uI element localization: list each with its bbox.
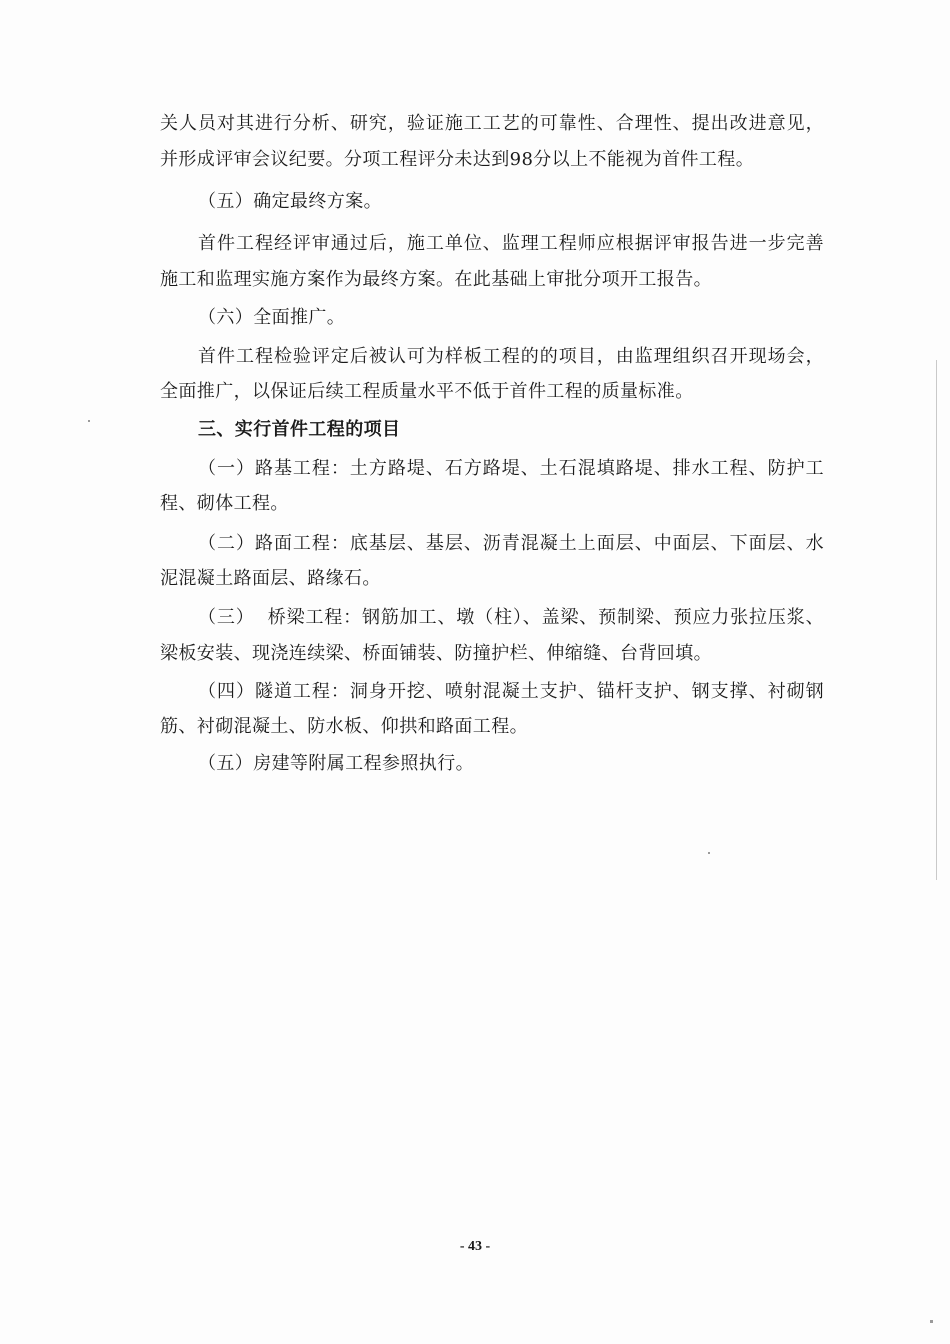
paragraph-line: 首件工程检验评定后被认可为样板工程的的项目，由监理组织召开现场会， <box>198 346 824 367</box>
paragraph-line: 关人员对其进行分析、研究，验证施工工艺的可靠性、合理性、提出改进意见， <box>160 113 824 134</box>
list-item-line: 程、砌体工程。 <box>160 493 289 514</box>
chapter-heading: 三、实行首件工程的项目 <box>198 419 401 440</box>
list-item-line: 泥混凝土路面层、路缘石。 <box>160 568 381 589</box>
scan-edge-line <box>936 360 937 880</box>
paragraph-line: 施工和监理实施方案作为最终方案。在此基础上审批分项开工报告。 <box>160 269 712 290</box>
scan-speck <box>708 852 710 854</box>
list-item-line: （五）房建等附属工程参照执行。 <box>198 753 474 774</box>
paragraph-line: 并形成评审会议纪要。分项工程评分未达到98分以上不能视为首件工程。 <box>160 149 755 170</box>
paragraph-line: 全面推广，以保证后续工程质量水平不低于首件工程的质量标准。 <box>160 381 694 402</box>
list-item-line: 筋、衬砌混凝土、防水板、仰拱和路面工程。 <box>160 716 528 737</box>
section-heading: （五）确定最终方案。 <box>198 191 382 212</box>
paragraph-line: 首件工程经评审通过后，施工单位、监理工程师应根据评审报告进一步完善 <box>198 233 824 254</box>
list-item-line: （三） 桥梁工程：钢筋加工、墩（柱）、盖梁、预制梁、预应力张拉压浆、 <box>198 607 824 628</box>
section-heading: （六）全面推广。 <box>198 307 346 328</box>
scan-speck <box>930 1320 933 1323</box>
scan-speck <box>88 420 90 422</box>
page-number: - 43 - <box>459 1239 491 1254</box>
list-item-line: 梁板安装、现浇连续梁、桥面铺装、防撞护栏、伸缩缝、台背回填。 <box>160 643 712 664</box>
list-item-line: （四）隧道工程：洞身开挖、喷射混凝土支护、锚杆支护、钢支撑、衬砌钢 <box>198 681 824 702</box>
list-item-line: （二）路面工程：底基层、基层、沥青混凝土上面层、中面层、下面层、水 <box>198 533 824 554</box>
list-item-line: （一）路基工程：土方路堤、石方路堤、土石混填路堤、排水工程、防护工 <box>198 458 824 479</box>
